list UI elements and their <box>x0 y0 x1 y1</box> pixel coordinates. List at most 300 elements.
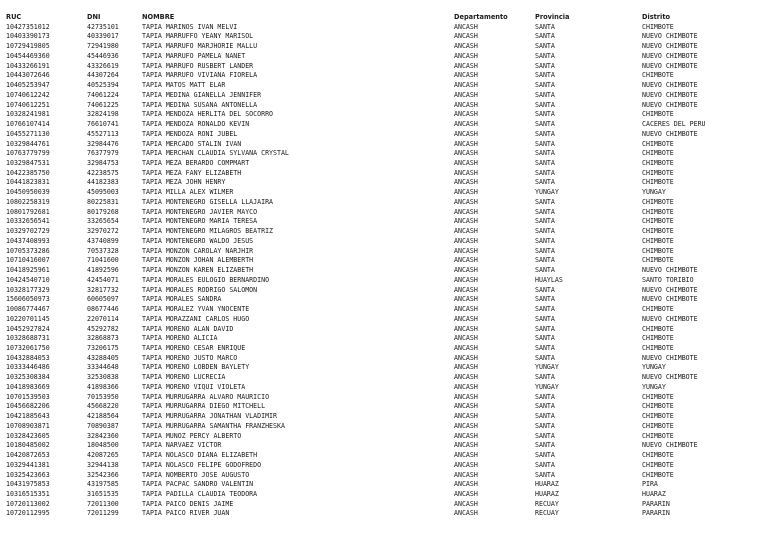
table-row <box>0 276 768 286</box>
dni-cell: 32817732 <box>87 285 119 294</box>
provincia-cell: SANTA <box>535 343 555 352</box>
provincia-cell: SANTA <box>535 207 555 216</box>
provincia-cell: YUNGAY <box>535 188 559 197</box>
departamento-cell: ANCASH <box>454 431 478 440</box>
ruc-cell: 10450950039 <box>6 188 50 197</box>
departamento-cell: ANCASH <box>454 451 478 460</box>
distrito-cell: CHIMBOTE <box>642 71 674 80</box>
ruc-cell: 10424540710 <box>6 275 50 284</box>
table-body <box>0 23 768 519</box>
departamento-cell: ANCASH <box>454 285 478 294</box>
distrito-cell: CHIMBOTE <box>642 246 674 255</box>
departamento-cell: ANCASH <box>454 499 478 508</box>
table-row <box>0 500 768 510</box>
distrito-cell: CHIMBOTE <box>642 412 674 421</box>
provincia-cell: SANTA <box>535 149 555 158</box>
nombre-cell: TAPIA MORALES EULOGIO BERNARDINO <box>142 275 270 284</box>
ruc-cell: 10432884053 <box>6 353 50 362</box>
provincia-cell: SANTA <box>535 305 555 314</box>
ruc-cell: 10720112995 <box>6 509 50 518</box>
table-row <box>0 169 768 179</box>
ruc-cell: 10325308384 <box>6 373 50 382</box>
distrito-cell: NUEVO CHIMBOTE <box>642 353 698 362</box>
distrito-cell: CHIMBOTE <box>642 149 674 158</box>
dni-cell: 32944138 <box>87 460 119 469</box>
dni-cell: 32824198 <box>87 110 119 119</box>
nombre-cell: TAPIA MORALEZ YVAN YNOCENTE <box>142 305 250 314</box>
provincia-cell: SANTA <box>535 227 555 236</box>
ruc-cell: 10431975853 <box>6 480 50 489</box>
nombre-cell: TAPIA MERCHAN CLAUDIA SYLVANA CRYSTAL <box>142 149 289 158</box>
provincia-cell: SANTA <box>535 217 555 226</box>
distrito-cell: CHIMBOTE <box>642 236 674 245</box>
distrito-cell: PARARIN <box>642 509 670 518</box>
dni-cell: 41898366 <box>87 382 119 391</box>
ruc-cell: 10740612251 <box>6 100 50 109</box>
provincia-cell: SANTA <box>535 470 555 479</box>
provincia-cell: SANTA <box>535 236 555 245</box>
dni-cell: 32842360 <box>87 431 119 440</box>
ruc-cell: 10710416007 <box>6 256 50 265</box>
provincia-cell: SANTA <box>535 42 555 51</box>
departamento-cell: ANCASH <box>454 363 478 372</box>
departamento-cell: ANCASH <box>454 71 478 80</box>
table-row <box>0 354 768 364</box>
column-header-distrito: Distrito <box>642 13 671 21</box>
dni-cell: 73206175 <box>87 343 119 352</box>
provincia-cell: SANTA <box>535 197 555 206</box>
nombre-cell: TAPIA NOLASCO DIANA ELIZABETH <box>142 451 258 460</box>
nombre-cell: TAPIA MORALES SANDRA <box>142 295 222 304</box>
nombre-cell: TAPIA MILLA ALEX WILMER <box>142 188 234 197</box>
provincia-cell: SANTA <box>535 412 555 421</box>
nombre-cell: TAPIA MENDOZA HERLITA DEL SOCORRO <box>142 110 274 119</box>
table-row <box>0 91 768 101</box>
table-row <box>0 461 768 471</box>
provincia-cell: SANTA <box>535 402 555 411</box>
provincia-cell: SANTA <box>535 22 555 31</box>
provincia-cell: SANTA <box>535 334 555 343</box>
nombre-cell: TAPIA PAICO DENIS JAIME <box>142 499 234 508</box>
departamento-cell: ANCASH <box>454 343 478 352</box>
departamento-cell: ANCASH <box>454 314 478 323</box>
provincia-cell: RECUAY <box>535 509 559 518</box>
table-row <box>0 305 768 315</box>
table-row <box>0 247 768 257</box>
table-row <box>0 334 768 344</box>
table-row <box>0 432 768 442</box>
ruc-cell: 10802258319 <box>6 197 50 206</box>
table-row <box>0 62 768 72</box>
departamento-cell: ANCASH <box>454 227 478 236</box>
dni-cell: 70537328 <box>87 246 119 255</box>
nombre-cell: TAPIA MENDOZA RONALDO KEVIN <box>142 120 250 129</box>
table-row <box>0 101 768 111</box>
ruc-cell: 10437408993 <box>6 236 50 245</box>
distrito-cell: SANTO TORIBIO <box>642 275 694 284</box>
table-row <box>0 178 768 188</box>
dni-cell: 45292782 <box>87 324 119 333</box>
provincia-cell: SANTA <box>535 110 555 119</box>
distrito-cell: CHIMBOTE <box>642 227 674 236</box>
distrito-cell: NUEVO CHIMBOTE <box>642 373 698 382</box>
departamento-cell: ANCASH <box>454 421 478 430</box>
dni-cell: 33265654 <box>87 217 119 226</box>
nombre-cell: TAPIA PAICO RIVER JUAN <box>142 509 230 518</box>
ruc-cell: 10328688731 <box>6 334 50 343</box>
distrito-cell: CHIMBOTE <box>642 392 674 401</box>
nombre-cell: TAPIA MONZON KAREN ELIZABETH <box>142 266 254 275</box>
departamento-cell: ANCASH <box>454 149 478 158</box>
distrito-cell: NUEVO CHIMBOTE <box>642 81 698 90</box>
nombre-cell: TAPIA MURRUGARRA DIEGO MITCHELL <box>142 402 266 411</box>
dni-cell: 45527113 <box>87 129 119 138</box>
dni-cell: 45668220 <box>87 402 119 411</box>
table-row <box>0 393 768 403</box>
nombre-cell: TAPIA MUÑOZ PERCY ALBERTO <box>142 431 242 440</box>
ruc-cell: 10427351012 <box>6 22 50 31</box>
table-row <box>0 42 768 52</box>
nombre-cell: TAPIA NOMBERTO JOSE AUGUSTO <box>142 470 250 479</box>
dni-cell: 40525394 <box>87 81 119 90</box>
dni-cell: 43740899 <box>87 236 119 245</box>
nombre-cell: TAPIA MORAZZANI CARLOS HUGO <box>142 314 250 323</box>
provincia-cell: SANTA <box>535 314 555 323</box>
table-row <box>0 441 768 451</box>
nombre-cell: TAPIA MONTENEGRO MILAGROS BEATRIZ <box>142 227 274 236</box>
distrito-cell: HUARAZ <box>642 489 666 498</box>
column-header-ruc: RUC <box>6 13 22 21</box>
nombre-cell: TAPIA MENDOZA RONI JUBEL <box>142 129 238 138</box>
table-row <box>0 120 768 130</box>
table-row <box>0 315 768 325</box>
provincia-cell: SANTA <box>535 159 555 168</box>
departamento-cell: ANCASH <box>454 42 478 51</box>
departamento-cell: ANCASH <box>454 197 478 206</box>
distrito-cell: CHIMBOTE <box>642 324 674 333</box>
dni-cell: 60605097 <box>87 295 119 304</box>
provincia-cell: SANTA <box>535 324 555 333</box>
ruc-cell: 10403390173 <box>6 32 50 41</box>
dni-cell: 71041600 <box>87 256 119 265</box>
nombre-cell: TAPIA MURRUGARRA SAMANTHA FRANZHESKA <box>142 421 285 430</box>
provincia-cell: SANTA <box>535 51 555 60</box>
distrito-cell: NUEVO CHIMBOTE <box>642 42 698 51</box>
ruc-cell: 10086774467 <box>6 305 50 314</box>
distrito-cell: NUEVO CHIMBOTE <box>642 314 698 323</box>
nombre-cell: TAPIA MARIÑOS IVAN MELVI <box>142 22 238 31</box>
nombre-cell: TAPIA MURRUGARRA ALVARO MAURICIO <box>142 392 270 401</box>
provincia-cell: SANTA <box>535 373 555 382</box>
dni-cell: 76377979 <box>87 149 119 158</box>
dni-cell: 41892596 <box>87 266 119 275</box>
ruc-cell: 10441823831 <box>6 178 50 187</box>
ruc-cell: 10421885643 <box>6 412 50 421</box>
ruc-cell: 10220701145 <box>6 314 50 323</box>
provincia-cell: SANTA <box>535 392 555 401</box>
ruc-cell: 10405253947 <box>6 81 50 90</box>
nombre-cell: TAPIA MEDINA GIANELLA JENNIFER <box>142 90 262 99</box>
distrito-cell: CHIMBOTE <box>642 334 674 343</box>
nombre-cell: TAPIA PADILLA CLAUDIA TEODORA <box>142 489 258 498</box>
table-row <box>0 451 768 461</box>
departamento-cell: ANCASH <box>454 509 478 518</box>
dni-cell: 80179268 <box>87 207 119 216</box>
ruc-cell: 10420872653 <box>6 451 50 460</box>
nombre-cell: TAPIA MARRUFO RUSBERT LANDER <box>142 61 254 70</box>
provincia-cell: SANTA <box>535 90 555 99</box>
departamento-cell: ANCASH <box>454 178 478 187</box>
distrito-cell: YUNGAY <box>642 382 666 391</box>
departamento-cell: ANCASH <box>454 207 478 216</box>
departamento-cell: ANCASH <box>454 90 478 99</box>
ruc-cell: 10452927824 <box>6 324 50 333</box>
dni-cell: 43326619 <box>87 61 119 70</box>
departamento-cell: ANCASH <box>454 139 478 148</box>
table-row <box>0 188 768 198</box>
provincia-cell: SANTA <box>535 168 555 177</box>
distrito-cell: CHIMBOTE <box>642 22 674 31</box>
nombre-cell: TAPIA MEZA BERARDO COMPMART <box>142 159 250 168</box>
nombre-cell: TAPIA MORALES RODRIGO SALOMON <box>142 285 258 294</box>
dni-cell: 43288405 <box>87 353 119 362</box>
ruc-cell: 10708903871 <box>6 421 50 430</box>
distrito-cell: YUNGAY <box>642 363 666 372</box>
departamento-cell: ANCASH <box>454 168 478 177</box>
nombre-cell: TAPIA PACPAC SANDRO VALENTIN <box>142 480 254 489</box>
column-header-nombre: NOMBRE <box>142 13 175 21</box>
distrito-cell: NUEVO CHIMBOTE <box>642 129 698 138</box>
departamento-cell: ANCASH <box>454 353 478 362</box>
departamento-cell: ANCASH <box>454 256 478 265</box>
ruc-cell: 10455271130 <box>6 129 50 138</box>
departamento-cell: ANCASH <box>454 61 478 70</box>
departamento-cell: ANCASH <box>454 412 478 421</box>
distrito-cell: PIRA <box>642 480 658 489</box>
table-row <box>0 509 768 519</box>
provincia-cell: SANTA <box>535 441 555 450</box>
distrito-cell: NUEVO CHIMBOTE <box>642 51 698 60</box>
nombre-cell: TAPIA MARRUFFO YEANY MARISOL <box>142 32 254 41</box>
table-row <box>0 266 768 276</box>
table-row <box>0 149 768 159</box>
ruc-cell: 10418925961 <box>6 266 50 275</box>
table-row <box>0 237 768 247</box>
distrito-cell: CHIMBOTE <box>642 256 674 265</box>
ruc-cell: 10701539503 <box>6 392 50 401</box>
nombre-cell: TAPIA MEZA FANY ELIZABETH <box>142 168 242 177</box>
departamento-cell: ANCASH <box>454 382 478 391</box>
ruc-cell: 10422385750 <box>6 168 50 177</box>
ruc-cell: 10180485002 <box>6 441 50 450</box>
distrito-cell: CHIMBOTE <box>642 470 674 479</box>
distrito-cell: CHIMBOTE <box>642 217 674 226</box>
provincia-cell: SANTA <box>535 266 555 275</box>
dni-cell: 42087265 <box>87 451 119 460</box>
table-row <box>0 81 768 91</box>
distrito-cell: CHIMBOTE <box>642 431 674 440</box>
records-table <box>0 13 768 519</box>
dni-cell: 32984753 <box>87 159 119 168</box>
nombre-cell: TAPIA MORENO JUSTO MARCO <box>142 353 238 362</box>
table-row <box>0 23 768 33</box>
dni-cell: 42454071 <box>87 275 119 284</box>
distrito-cell: NUEVO CHIMBOTE <box>642 61 698 70</box>
provincia-cell: SANTA <box>535 71 555 80</box>
dni-cell: 42735101 <box>87 22 119 31</box>
distrito-cell: CHIMBOTE <box>642 343 674 352</box>
departamento-cell: ANCASH <box>454 236 478 245</box>
provincia-cell: SANTA <box>535 285 555 294</box>
table-row <box>0 52 768 62</box>
departamento-cell: ANCASH <box>454 217 478 226</box>
ruc-cell: 10328177329 <box>6 285 50 294</box>
ruc-cell: 10328241981 <box>6 110 50 119</box>
nombre-cell: TAPIA MONTENEGRO WALDO JESUS <box>142 236 254 245</box>
departamento-cell: ANCASH <box>454 392 478 401</box>
distrito-cell: CHIMBOTE <box>642 402 674 411</box>
dni-cell: 70890387 <box>87 421 119 430</box>
ruc-cell: 10732061750 <box>6 343 50 352</box>
nombre-cell: TAPIA MONTENEGRO MARIA TERESA <box>142 217 258 226</box>
distrito-cell: CHIMBOTE <box>642 451 674 460</box>
distrito-cell: CHIMBOTE <box>642 421 674 430</box>
distrito-cell: CHIMBOTE <box>642 159 674 168</box>
dni-cell: 76610741 <box>87 120 119 129</box>
distrito-cell: CHIMBOTE <box>642 460 674 469</box>
dni-cell: 32868873 <box>87 334 119 343</box>
nombre-cell: TAPIA NOLASCO FELIPE GODOFREDO <box>142 460 262 469</box>
provincia-cell: SANTA <box>535 32 555 41</box>
ruc-cell: 10329847531 <box>6 159 50 168</box>
dni-cell: 72011299 <box>87 509 119 518</box>
dni-cell: 40339017 <box>87 32 119 41</box>
table-row <box>0 286 768 296</box>
provincia-cell: SANTA <box>535 129 555 138</box>
table-row <box>0 198 768 208</box>
dni-cell: 22070114 <box>87 314 119 323</box>
table-row <box>0 325 768 335</box>
distrito-cell: NUEVO CHIMBOTE <box>642 285 698 294</box>
dni-cell: 74061224 <box>87 90 119 99</box>
table-row <box>0 140 768 150</box>
dni-cell: 44307264 <box>87 71 119 80</box>
table-row <box>0 363 768 373</box>
dni-cell: 74061225 <box>87 100 119 109</box>
ruc-cell: 10801792681 <box>6 207 50 216</box>
ruc-cell: 10329441381 <box>6 460 50 469</box>
departamento-cell: ANCASH <box>454 110 478 119</box>
distrito-cell: CHIMBOTE <box>642 178 674 187</box>
dni-cell: 32984476 <box>87 139 119 148</box>
table-row <box>0 402 768 412</box>
dni-cell: 42188564 <box>87 412 119 421</box>
dni-cell: 42238575 <box>87 168 119 177</box>
ruc-cell: 10433266191 <box>6 61 50 70</box>
column-header-dni: DNI <box>87 13 101 21</box>
distrito-cell: CHIMBOTE <box>642 139 674 148</box>
distrito-cell: NUEVO CHIMBOTE <box>642 32 698 41</box>
departamento-cell: ANCASH <box>454 480 478 489</box>
departamento-cell: ANCASH <box>454 334 478 343</box>
table-row <box>0 344 768 354</box>
provincia-cell: HUARAZ <box>535 489 559 498</box>
ruc-cell: 10454469360 <box>6 51 50 60</box>
nombre-cell: TAPIA MONZON JOHAN ALEMBERTH <box>142 256 254 265</box>
ruc-cell: 10729419805 <box>6 42 50 51</box>
nombre-cell: TAPIA MONZON CAROLAY NARJHIR <box>142 246 254 255</box>
ruc-cell: 15606050973 <box>6 295 50 304</box>
dni-cell: 32542366 <box>87 470 119 479</box>
distrito-cell: NUEVO CHIMBOTE <box>642 100 698 109</box>
dni-cell: 33344648 <box>87 363 119 372</box>
table-row <box>0 295 768 305</box>
table-row <box>0 71 768 81</box>
table-row <box>0 208 768 218</box>
departamento-cell: ANCASH <box>454 470 478 479</box>
dni-cell: 32970272 <box>87 227 119 236</box>
dni-cell: 08677446 <box>87 305 119 314</box>
nombre-cell: TAPIA MORENO LUCRECIA <box>142 373 226 382</box>
provincia-cell: SANTA <box>535 256 555 265</box>
departamento-cell: ANCASH <box>454 460 478 469</box>
provincia-cell: RECUAY <box>535 499 559 508</box>
nombre-cell: TAPIA MARRUFO PAMELA NANET <box>142 51 246 60</box>
ruc-cell: 10329844761 <box>6 139 50 148</box>
provincia-cell: SANTA <box>535 460 555 469</box>
column-header-departamento: Departamento <box>454 13 508 21</box>
departamento-cell: ANCASH <box>454 120 478 129</box>
dni-cell: 72941980 <box>87 42 119 51</box>
dni-cell: 70153950 <box>87 392 119 401</box>
table-row <box>0 130 768 140</box>
distrito-cell: CHIMBOTE <box>642 110 674 119</box>
nombre-cell: TAPIA MONTENEGRO JAVIER MAYCO <box>142 207 258 216</box>
departamento-cell: ANCASH <box>454 324 478 333</box>
nombre-cell: TAPIA MORENO ALAN DAVID <box>142 324 234 333</box>
ruc-cell: 10705373286 <box>6 246 50 255</box>
dni-cell: 80225831 <box>87 197 119 206</box>
table-row <box>0 383 768 393</box>
distrito-cell: CHIMBOTE <box>642 207 674 216</box>
distrito-cell: CHIMBOTE <box>642 197 674 206</box>
provincia-cell: SANTA <box>535 81 555 90</box>
distrito-cell: CACERES DEL PERU <box>642 120 706 129</box>
header-row <box>0 13 768 23</box>
distrito-cell: PARARIN <box>642 499 670 508</box>
dni-cell: 45446936 <box>87 51 119 60</box>
provincia-cell: SANTA <box>535 295 555 304</box>
column-header-provincia: Provincia <box>535 13 570 21</box>
ruc-cell: 10456682206 <box>6 402 50 411</box>
table-header <box>0 13 768 23</box>
nombre-cell: TAPIA MARRUFO VIVIANA FIORELA <box>142 71 258 80</box>
departamento-cell: ANCASH <box>454 129 478 138</box>
table-row <box>0 110 768 120</box>
dni-cell: 31651535 <box>87 489 119 498</box>
dni-cell: 18048500 <box>87 441 119 450</box>
provincia-cell: HUAYLAS <box>535 275 563 284</box>
departamento-cell: ANCASH <box>454 373 478 382</box>
departamento-cell: ANCASH <box>454 275 478 284</box>
distrito-cell: NUEVO CHIMBOTE <box>642 90 698 99</box>
provincia-cell: SANTA <box>535 139 555 148</box>
nombre-cell: TAPIA MARRUFO MARJHORIE MALLU <box>142 42 258 51</box>
nombre-cell: TAPIA MORENO CESAR ENRIQUE <box>142 343 246 352</box>
table-row <box>0 480 768 490</box>
table-row <box>0 422 768 432</box>
table-row <box>0 373 768 383</box>
